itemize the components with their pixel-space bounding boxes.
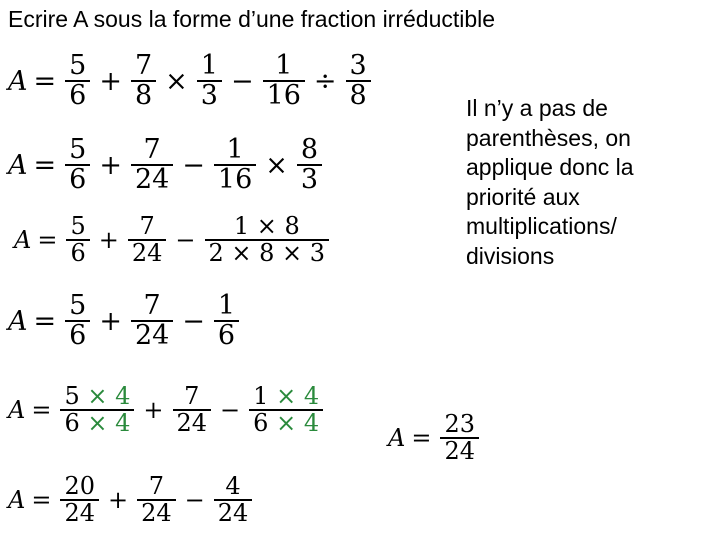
numerator-value: 1 xyxy=(253,382,269,410)
fraction xyxy=(65,292,90,351)
denominator: 24 xyxy=(440,437,479,464)
numerator: 7 xyxy=(148,472,165,500)
numerator: 20 xyxy=(64,472,95,500)
equation-step-5 xyxy=(8,384,326,436)
fraction xyxy=(197,52,222,111)
numerator: 7 xyxy=(143,290,161,321)
operator: + xyxy=(108,486,129,515)
equals-sign: = xyxy=(33,305,57,337)
variable-a: A xyxy=(8,305,28,337)
numerator xyxy=(60,384,134,409)
operator: + xyxy=(98,226,119,255)
denominator: 6 xyxy=(214,320,239,350)
fraction xyxy=(60,474,99,526)
numerator: 5 xyxy=(70,212,86,240)
numerator: 7 xyxy=(139,212,155,240)
fraction xyxy=(128,214,167,266)
numerator: 5 xyxy=(69,134,87,165)
numerator: 7 xyxy=(143,134,161,165)
variable-a: A xyxy=(8,65,28,97)
fraction xyxy=(65,136,90,195)
fraction xyxy=(131,292,173,351)
equation-step-2 xyxy=(8,136,325,195)
denominator: 6 xyxy=(65,164,90,194)
variable-a: A xyxy=(8,149,28,181)
fraction xyxy=(65,52,90,111)
operator: + xyxy=(99,305,122,337)
multiplier-highlight: × 4 xyxy=(87,409,131,438)
variable-a: A xyxy=(8,486,26,515)
equals-sign: = xyxy=(33,149,57,181)
operator: + xyxy=(99,65,122,97)
operator: − xyxy=(182,305,205,337)
fraction xyxy=(263,52,305,111)
operator: × xyxy=(165,65,188,97)
denominator: 8 xyxy=(346,80,371,110)
denominator: 3 xyxy=(297,164,322,194)
fraction xyxy=(346,52,371,111)
numerator-value: 5 xyxy=(64,382,80,410)
fraction xyxy=(131,52,156,111)
equation-step-1 xyxy=(8,52,374,111)
numerator: 1 xyxy=(217,290,236,321)
denominator xyxy=(249,409,323,436)
denominator-value: 6 xyxy=(64,409,80,438)
equation-result xyxy=(388,412,482,464)
numerator: 1 × 8 xyxy=(233,212,300,240)
fraction xyxy=(214,474,253,526)
numerator: 1 xyxy=(275,50,293,81)
fraction xyxy=(137,474,176,526)
equals-sign: = xyxy=(33,65,57,97)
numerator: 4 xyxy=(225,472,241,500)
page-title: Ecrire A sous la forme d’une fraction irréductible xyxy=(8,6,496,32)
result-fraction xyxy=(440,412,479,464)
variable-a: A xyxy=(14,226,32,255)
denominator: 24 xyxy=(60,499,99,526)
multiplier-highlight: × 4 xyxy=(87,382,131,410)
operator: − xyxy=(230,65,254,97)
operator: × xyxy=(265,149,288,181)
denominator: 6 xyxy=(65,80,90,110)
numerator: 3 xyxy=(349,50,367,81)
multiplier-highlight: × 4 xyxy=(276,409,320,438)
denominator-value: 6 xyxy=(253,409,269,438)
operator: − xyxy=(184,486,205,515)
operator: − xyxy=(175,226,196,255)
fraction xyxy=(214,136,256,195)
denominator: 24 xyxy=(131,320,173,350)
denominator: 24 xyxy=(128,239,167,266)
denominator: 24 xyxy=(131,164,173,194)
numerator: 23 xyxy=(444,410,475,438)
numerator: 7 xyxy=(184,382,200,410)
equation-step-4 xyxy=(8,292,242,351)
equals-sign: = xyxy=(31,486,52,515)
variable-a: A xyxy=(8,396,26,425)
fraction xyxy=(214,292,239,351)
denominator: 16 xyxy=(263,80,305,110)
fraction xyxy=(131,136,173,195)
equals-sign: = xyxy=(37,226,58,255)
denominator: 24 xyxy=(137,499,176,526)
operator: + xyxy=(99,149,122,181)
variable-a: A xyxy=(388,424,406,453)
denominator: 24 xyxy=(214,499,253,526)
denominator: 2 × 8 × 3 xyxy=(205,239,330,266)
fraction-simplified xyxy=(205,214,330,266)
denominator: 3 xyxy=(197,80,222,110)
multiplier-highlight: × 4 xyxy=(276,382,320,410)
denominator: 24 xyxy=(173,409,212,436)
denominator: 6 xyxy=(65,320,90,350)
operator: ÷ xyxy=(313,65,337,97)
fraction xyxy=(297,136,322,195)
numerator: 7 xyxy=(134,50,153,81)
numerator: 8 xyxy=(300,134,319,165)
operator: − xyxy=(182,149,205,181)
numerator: 1 xyxy=(200,50,218,81)
equals-sign: = xyxy=(31,396,52,425)
operator: − xyxy=(220,396,241,425)
equals-sign: = xyxy=(411,424,432,453)
denominator: 6 xyxy=(66,239,89,266)
denominator: 16 xyxy=(214,164,256,194)
fraction xyxy=(173,384,212,436)
equation-step-6 xyxy=(8,474,255,526)
numerator xyxy=(249,384,323,409)
numerator: 1 xyxy=(226,134,244,165)
fraction xyxy=(66,214,89,266)
equation-step-3 xyxy=(14,214,332,266)
fraction xyxy=(249,384,323,436)
denominator xyxy=(60,409,134,436)
denominator: 8 xyxy=(131,80,156,110)
operator: + xyxy=(143,396,164,425)
explanation-note: Il n’y a pas de parenthèses, on applique donc la priorité aux multiplications/ divisions xyxy=(466,95,634,269)
numerator: 5 xyxy=(69,290,87,321)
fraction xyxy=(60,384,134,436)
numerator: 5 xyxy=(69,50,87,81)
